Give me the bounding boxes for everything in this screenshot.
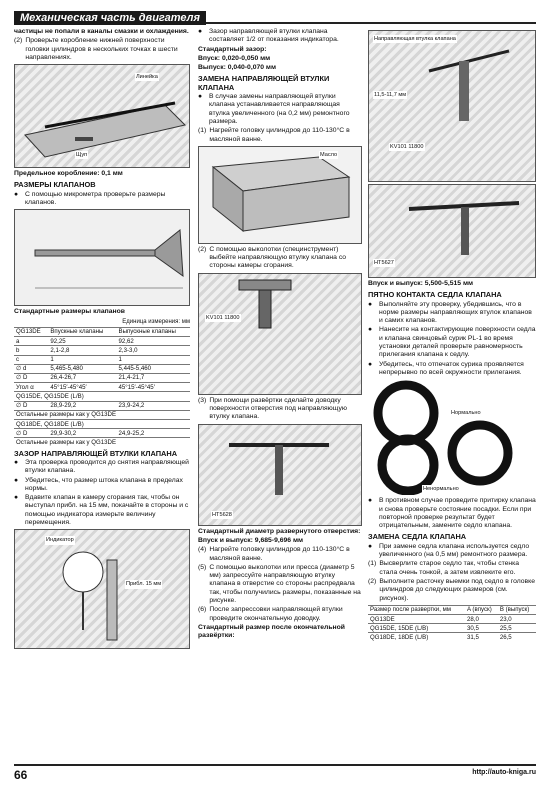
section-heading: ЗАЗОР НАПРАВЛЯЮЩЕЙ ВТУЛКИ КЛАПАНА <box>14 448 178 458</box>
column-3 <box>368 28 536 642</box>
oil-label: Масло <box>320 151 338 158</box>
ruler-label: Линейка <box>136 74 158 81</box>
bullet-icon: ● <box>368 542 373 550</box>
figure-valve-dimensions <box>14 209 190 306</box>
table-row: Остальные размеры как у QG13DE <box>14 410 190 419</box>
table-row: a 92,25 92,62 <box>14 337 190 346</box>
reamer-code: HT5628 <box>212 511 232 518</box>
column-2 <box>198 28 362 642</box>
numbered-step: (1) Нагрейте головку цилиндров до 110-130°С в масляной ванне. <box>198 127 350 143</box>
bullet: ● Зазор направляющей втулки клапана составляет 1/2 от показания индикатора. <box>198 28 339 44</box>
table-row: QG15DE, 15DE (L/B) 30,5 25,5 <box>368 624 536 633</box>
numbered-step: (4) Нагрейте головку цилиндров до 110-130°С в масляной ванне. <box>198 546 350 562</box>
inlet-gap: Впуск: 0,020-0,050 мм <box>198 54 271 62</box>
iv-value: Впуск и выпуск: 5,500-5,515 мм <box>368 280 474 287</box>
ring-ok-label: Нормально <box>451 410 481 417</box>
section-heading: ПЯТНО КОНТАКТА СЕДЛА КЛАПАНА <box>368 290 502 300</box>
table-row: Угол α 45°15′-45°45′ 45°15′-45°45′ <box>14 383 190 392</box>
bullet-icon: ● <box>14 190 19 198</box>
bullet: ● Вдавите клапан в камеру сгорания так, чтобы он выступал прибл. на 15 мм, покачайте в стороны и с помощью индикатора измерьте величину перемещения. <box>14 494 189 526</box>
table-title: Стандартные размеры клапанов <box>14 308 125 316</box>
bullet: ● Убедитесь, что отпечаток сурика проявляется непрерывно по всей окружности прилегания. <box>368 360 524 376</box>
table-row: Размер после развертки, мм A (впуск) B (выпуск) <box>368 605 536 614</box>
table-row: QG15DE, QG15DE (L/B) <box>14 392 190 401</box>
bullet: ● Эта проверка проводится до снятия направляющей втулки клапана. <box>14 458 189 475</box>
table-row: c 1 1 <box>14 355 190 364</box>
guide-label: Направляющая втулка клапана <box>374 36 456 42</box>
contact-rings-drawing <box>368 379 536 495</box>
std-final: Стандартный размер после окончательной развёртки: <box>198 623 345 640</box>
figure-straightedge <box>14 64 190 168</box>
dial-indicator-drawing <box>15 530 190 648</box>
figure-final-ream <box>368 184 536 278</box>
figure-dial-indicator <box>14 529 190 649</box>
bullet-icon: ● <box>368 326 373 334</box>
bullet-icon: ● <box>14 494 19 502</box>
reamer-drawing <box>199 425 362 525</box>
punch-code: KV101 11800 <box>206 314 240 321</box>
bullet-icon: ● <box>368 360 373 368</box>
bullet: ● Убедитесь, что размер штока клапана в пределах нормы. <box>14 476 183 492</box>
table-row: ∅ D 26,4-26,7 21,4-21,7 <box>14 373 190 382</box>
table-row: b 2,1-2,8 2,3-3,0 <box>14 346 190 355</box>
seat-table <box>368 605 536 642</box>
bullet: ● С помощью микрометра проверьте размеры клапанов. <box>14 190 166 207</box>
bullet: ● Нанесите на контактирующие поверхности седла и клапана свинцовый сурик PL-1 во время установки деталей проверьте равномерность прилегания клапана к седлу. <box>368 326 536 359</box>
guide-press-drawing <box>369 31 536 181</box>
std-bore: Стандартный диаметр развернутого отверстия: <box>198 527 361 535</box>
paragraph: частицы не попали в каналы смазки и охлаждения. <box>14 28 189 35</box>
warp-limit: Предельное коробление: 0,1 мм <box>14 170 123 178</box>
bullet-icon: ● <box>368 300 373 308</box>
table-row: QG18DE, QG18DE (L/B) <box>14 420 190 429</box>
bore-value: Впуск и выпуск: 9,685-9,696 мм <box>198 536 304 544</box>
page-footer <box>14 764 536 784</box>
table-row: ∅ D 29,9-30,2 24,9-25,2 <box>14 429 190 438</box>
bullet-icon: ● <box>198 93 203 101</box>
punch-drawing <box>199 274 362 394</box>
dim-label: 11,5-11,7 мм <box>374 92 407 98</box>
indicator-label: Индикатор <box>46 537 74 544</box>
table-row: ∅ D 28,9-29,2 23,9-24,2 <box>14 401 190 410</box>
ream-code: HT5627 <box>374 260 394 266</box>
head-warp-drawing <box>15 65 190 167</box>
table-row: ∅ d 5,465-5,480 5,445-5,460 <box>14 364 190 373</box>
bullet: ● При замене седла клапана используется седло увеличенного (на 0,5 мм) ремонтного размера. <box>368 542 530 559</box>
figure-reamer <box>198 424 362 526</box>
section-heading: ЗАМЕНА СЕДЛА КЛАПАНА <box>368 532 467 542</box>
valve-drawing <box>15 210 190 305</box>
outlet-gap: Выпуск: 0,040-0,070 мм <box>198 64 276 72</box>
section-heading: РАЗМЕРЫ КЛАПАНОВ <box>14 180 96 190</box>
page-header <box>14 8 536 24</box>
std-gap: Стандартный зазор: <box>198 45 267 53</box>
numbered-step: (6) После запрессовки направляющей втулки проведите окончательную доводку. <box>198 606 343 622</box>
section-heading: ЗАМЕНА НАПРАВЛЯЮЩЕЙ ВТУЛКИ КЛАПАНА <box>198 74 330 92</box>
figure-guide-press <box>368 30 536 182</box>
numbered-step: (2) Выполните расточку выемки под седло в головке цилиндров до следующих размеров (см. рисунок). <box>368 577 535 602</box>
figure-punch <box>198 273 362 395</box>
bullet: ● Выполняйте эту проверку, убедившись, что в норме размеры направляющих втулок клапанов и самих клапанов. <box>368 300 532 325</box>
table-unit: Единица измерения: мм <box>122 318 190 325</box>
column-1 <box>14 28 190 651</box>
site-url: http://auto-kniga.ru <box>472 769 536 776</box>
bullet: ● В противном случае проведите притирку клапана и снова проверьте состояние посадки. Если при повторной проверке результат будет отрицательным, замените седло клапана. <box>368 497 536 530</box>
figure-oil-bath <box>198 146 362 244</box>
bullet-icon: ● <box>368 497 373 505</box>
numbered-step: (3) При помощи развёртки сделайте доводку поверхности отверстия под направляющую втулку клапана. <box>198 396 347 421</box>
page-title: Механическая часть двигателя <box>14 11 206 25</box>
table-row: QG13DE 28,0 23,0 <box>368 615 536 624</box>
oil-bath-drawing <box>199 147 362 243</box>
bullet: ● В случае замены направляющей втулки клапана устанавливается направляющая втулка увеличенного (на 0,2 мм) ремонтного размера. <box>198 93 350 125</box>
ring-bad-label: Ненормально <box>423 486 459 493</box>
page-number: 66 <box>14 768 28 782</box>
bullet-icon: ● <box>14 458 19 466</box>
numbered-step: (2) С помощью выколотки (специнструмент) выбейте направляющую втулку клапана со стороны камеры сгорания. <box>198 245 347 270</box>
numbered-step: (2) Проверьте коробление нижней поверхности головки цилиндров в нескольких точках в шести направлениях. <box>14 37 178 61</box>
valve-sizes-table <box>14 327 190 447</box>
numbered-step: (5) С помощью выколотки или пресса (диаметр 5 мм) запрессуйте направляющую втулку клапана в отверстие со стороны распредвала так, чтобы получились размеры, показанные на рисунке. <box>198 563 361 605</box>
numbered-step: (1) Высверлите старое седло так, чтобы стенка стала очень тонкой, а затем извлеките его. <box>368 560 520 576</box>
bullet-icon: ● <box>198 28 203 35</box>
figure-contact-rings <box>368 379 536 495</box>
distance-label: Прибл. 15 мм <box>126 581 162 588</box>
table-row: QG18DE, 18DE (L/B) 31,5 26,5 <box>368 633 536 642</box>
table-row: Остальные размеры как у QG13DE <box>14 438 190 447</box>
table-row: QG13DE Впускные клапаны Выпускные клапаны <box>14 327 190 336</box>
bullet-icon: ● <box>14 476 19 484</box>
probe-label: Щуп <box>76 152 88 159</box>
tool-code: KV101 11800 <box>390 144 424 150</box>
